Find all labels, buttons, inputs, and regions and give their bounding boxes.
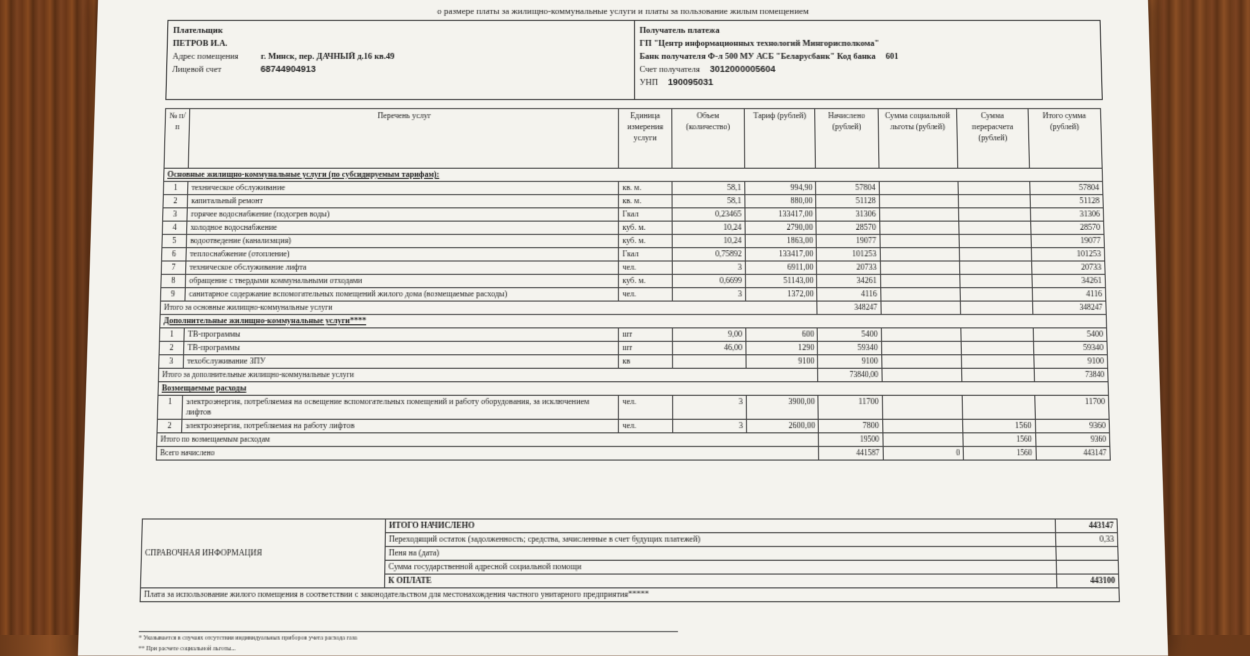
cell-benefit (881, 288, 961, 301)
column-header: Единица измерения услуги (619, 109, 672, 169)
section-basic (164, 168, 1103, 181)
cell-qty: 9,00 (672, 328, 746, 341)
column-header: № п/п (164, 109, 190, 169)
cell-charged: 7800 (819, 419, 883, 433)
total-benefit: 0 (883, 446, 964, 460)
cell-unit: кв (619, 355, 672, 368)
cell-benefit (880, 248, 960, 261)
cell-recalc: 1560 (963, 419, 1035, 433)
cell-qty (672, 355, 746, 368)
reference-item-value (1056, 546, 1118, 560)
payer-block (166, 21, 633, 99)
total-reimbursed-row (157, 433, 1110, 447)
cell-total: 5400 (1033, 328, 1107, 341)
recipient-unp: 190095031 (667, 76, 714, 87)
cell-name: санитарное содержание вспомогательных помещений жилого дома (возмещаемые расходы) (185, 288, 619, 301)
cell-charged: 19077 (817, 234, 880, 247)
cell-charged: 28570 (816, 221, 879, 234)
cell-recalc (961, 341, 1033, 354)
table-row (161, 288, 1106, 301)
cell-benefit (882, 419, 963, 433)
total-total: 73840 (1034, 368, 1108, 382)
cell-recalc (960, 261, 1032, 274)
cell-recalc (962, 395, 1035, 419)
cell-name: холодное водоснабжение (187, 221, 619, 234)
table-row (163, 208, 1104, 221)
cell-name: электроэнергия, потребляемая на освещение вспомогательных помещений и работу оборудования, за исключением лифтов (182, 395, 619, 419)
total-charged: 19500 (819, 433, 883, 447)
recipient-account-label: Счет получателя (639, 63, 700, 74)
cell-qty: 10,24 (672, 234, 745, 247)
cell-recalc (959, 248, 1031, 261)
cell-name: техобслуживание ЗПУ (183, 355, 618, 368)
cell-total: 9100 (1033, 355, 1107, 368)
total-recalc (961, 301, 1033, 314)
column-header: Тариф (рублей) (744, 109, 815, 169)
cell-qty: 58,1 (672, 195, 745, 208)
total-benefit (881, 301, 961, 314)
cell-benefit (879, 195, 959, 208)
cell-unit: чел. (619, 419, 673, 433)
cell-qty: 0,75892 (672, 248, 746, 261)
reference-item-value: 443100 (1057, 574, 1119, 588)
cell-n: 3 (163, 208, 188, 221)
table-row (163, 195, 1103, 208)
reference-row (142, 519, 1117, 533)
total-total: 443147 (1036, 446, 1111, 460)
reference-item-label: Переходящий остаток (задолженность; средства, зачисленные в счет будущих платежей) (385, 533, 1056, 547)
cell-total: 31306 (1030, 208, 1104, 221)
cell-charged: 9100 (818, 355, 882, 368)
cell-n: 2 (159, 341, 184, 354)
column-header: Сумма перерасчета (рублей) (957, 109, 1029, 169)
cell-total: 51128 (1030, 195, 1104, 208)
cell-unit: кв. м. (619, 195, 672, 208)
total-label: Итого по возмещаемым расходам (157, 433, 819, 447)
payer-account-label: Лицевой счет (172, 63, 222, 74)
cell-recalc (960, 288, 1032, 301)
cell-name: техническое обслуживание лифта (186, 261, 619, 274)
recipient-bank-code: 601 (885, 50, 899, 61)
cell-total: 59340 (1033, 341, 1107, 354)
recipient-block (634, 21, 1102, 99)
table-row (159, 355, 1108, 368)
total-label: Всего начислено (156, 446, 819, 460)
recipient-name: ГП "Центр информационных технологий Мингорисполкома" (639, 37, 880, 48)
column-header: Сумма социальной льготы (рублей) (878, 109, 958, 169)
cell-tariff: 133417,00 (745, 208, 816, 221)
cell-recalc (960, 274, 1032, 287)
total-total: 348247 (1032, 301, 1106, 314)
cell-recalc (959, 208, 1031, 221)
table-row (157, 395, 1109, 419)
total-benefit (882, 368, 962, 382)
total-charged: 348247 (817, 301, 881, 314)
cell-recalc (962, 355, 1034, 368)
payer-address: г. Минск, пер. ДАЧНЫЙ д.16 кв.49 (260, 50, 395, 61)
total-basic-row (160, 301, 1106, 314)
footnote-divider (139, 631, 678, 632)
cell-n: 9 (161, 288, 186, 301)
total-benefit (883, 433, 964, 447)
cell-n: 2 (157, 419, 182, 433)
recipient-account: 3012000005604 (709, 63, 776, 74)
cell-tariff: 600 (746, 328, 818, 341)
cell-total: 28570 (1030, 221, 1104, 234)
cell-name: капитальный ремонт (187, 195, 618, 208)
section-reimbursed (158, 382, 1108, 396)
cell-name: ТВ-программы (184, 328, 619, 341)
cell-benefit (880, 221, 960, 234)
cell-unit: чел. (619, 261, 672, 274)
cell-unit: Гкал (619, 248, 672, 261)
cell-charged: 11700 (818, 395, 882, 419)
cell-charged: 4116 (817, 288, 881, 301)
section-title: Возмещаемые расходы (158, 382, 1108, 396)
recipient-bank: Банк получателя Ф-л 500 МУ АСБ "Беларусбанк" Код банка (639, 50, 876, 61)
services-table (156, 108, 1111, 461)
table-row (157, 419, 1109, 433)
cell-name: водоотведение (канализация) (186, 234, 618, 247)
cell-total: 11700 (1034, 395, 1109, 419)
cell-tariff: 994,90 (745, 181, 816, 194)
cell-recalc (958, 181, 1029, 194)
cell-charged: 20733 (817, 261, 880, 274)
bill-paper (78, 0, 1168, 656)
column-header: Перечень услуг (188, 109, 618, 169)
footnote-1: * Указывается в случаях отсутствия индивидуальных приборов учета расхода газа (138, 635, 358, 642)
grand-total-row (156, 446, 1110, 460)
document-title: о размере платы за жилищно-коммунальные услуги и платы за пользование жилым помещением (437, 5, 809, 16)
total-extra-row (158, 368, 1108, 382)
reference-item-label: ИТОГО НАЧИСЛЕНО (385, 519, 1055, 533)
parties-block (165, 20, 1102, 100)
cell-name: ТВ-программы (184, 341, 619, 354)
cell-n: 7 (161, 261, 186, 274)
cell-name: горячее водоснабжение (подогрев воды) (187, 208, 619, 221)
cell-tariff: 9100 (746, 355, 818, 368)
cell-tariff: 1372,00 (746, 288, 818, 301)
reference-item-value: 443147 (1055, 519, 1117, 533)
cell-qty: 3 (672, 288, 746, 301)
reference-item-value (1056, 560, 1118, 574)
cell-name: техническое обслуживание (188, 181, 619, 194)
cell-charged: 57804 (816, 181, 879, 194)
cell-charged: 51128 (816, 195, 879, 208)
cell-unit: чел. (619, 395, 673, 419)
table-row (162, 221, 1104, 234)
cell-recalc (959, 234, 1031, 247)
cell-benefit (880, 234, 960, 247)
table-row (161, 261, 1105, 274)
section-extra (160, 314, 1107, 327)
cell-n: 3 (159, 355, 184, 368)
table-row (162, 234, 1104, 247)
cell-charged: 31306 (816, 208, 879, 221)
cell-benefit (879, 208, 959, 221)
reference-item-label: К ОПЛАТЕ (385, 574, 1057, 588)
cell-unit: куб. м. (619, 274, 672, 287)
payer-name: ПЕТРОВ И.А. (172, 37, 228, 48)
total-recalc: 1560 (963, 446, 1036, 460)
cell-tariff: 1863,00 (745, 234, 816, 247)
cell-name: теплоснабжение (отопление) (186, 248, 619, 261)
cell-total: 101253 (1031, 248, 1105, 261)
cell-tariff: 133417,00 (745, 248, 817, 261)
cell-benefit (881, 341, 961, 354)
cell-benefit (880, 274, 960, 287)
cell-n: 4 (162, 221, 187, 234)
cell-recalc (959, 221, 1031, 234)
cell-benefit (881, 328, 961, 341)
total-recalc (962, 368, 1034, 382)
cell-total: 34261 (1032, 274, 1106, 287)
cell-unit: Гкал (619, 208, 672, 221)
cell-recalc (961, 328, 1033, 341)
cell-qty: 3 (672, 261, 746, 274)
recipient-heading: Получатель платежа (639, 24, 720, 35)
cell-tariff: 880,00 (745, 195, 816, 208)
cell-benefit (882, 355, 962, 368)
cell-tariff: 2600,00 (747, 419, 819, 433)
total-charged: 73840,00 (818, 368, 882, 382)
cell-unit: куб. м. (619, 221, 672, 234)
cell-charged: 34261 (817, 274, 881, 287)
cell-qty: 3 (672, 419, 746, 433)
column-header: Объем (количество) (671, 109, 744, 169)
table-header-row (164, 109, 1102, 169)
cell-qty: 0,23465 (672, 208, 745, 221)
cell-unit: куб. м. (619, 234, 672, 247)
cell-total: 57804 (1029, 181, 1103, 194)
footnote-2: ** При расчете социальной льготы... (138, 646, 236, 653)
cell-unit: шт (619, 341, 672, 354)
total-label: Итого за дополнительные жилищно-коммунальные услуги (158, 368, 818, 382)
cell-qty: 46,00 (672, 341, 746, 354)
cell-benefit (880, 261, 960, 274)
reference-item-label: Пеня на (дата) (385, 546, 1056, 560)
payer-address-label: Адрес помещения (172, 50, 239, 61)
cell-n: 8 (161, 274, 186, 287)
cell-benefit (882, 395, 963, 419)
payer-account: 68744904913 (260, 63, 316, 74)
cell-total: 4116 (1032, 288, 1106, 301)
cell-qty: 10,24 (672, 221, 745, 234)
cell-name: электроэнергия, потребляемая на работу лифтов (182, 419, 619, 433)
cell-charged: 59340 (818, 341, 882, 354)
cell-n: 2 (163, 195, 188, 208)
cell-unit: чел. (619, 288, 672, 301)
cell-charged: 101253 (817, 248, 880, 261)
table-row (159, 328, 1107, 341)
cell-total: 9360 (1035, 419, 1110, 433)
cell-n: 1 (157, 395, 182, 419)
cell-tariff: 6911,00 (745, 261, 817, 274)
cell-benefit (879, 181, 959, 194)
table-row (159, 341, 1107, 354)
cell-tariff: 2790,00 (745, 221, 816, 234)
column-header: Начислено (рублей) (815, 109, 879, 169)
cell-n: 5 (162, 234, 187, 247)
column-header: Итого сумма (рублей) (1028, 109, 1103, 169)
section-title: Дополнительные жилищно-коммунальные услуги**** (160, 314, 1107, 327)
cell-tariff: 51143,00 (745, 274, 817, 287)
cell-n: 1 (159, 328, 184, 341)
reference-label: СПРАВОЧНАЯ ИНФОРМАЦИЯ (140, 519, 385, 588)
reference-item-value: 0,33 (1056, 533, 1118, 547)
table-row (163, 181, 1103, 194)
reference-footer-row (140, 588, 1119, 602)
total-charged: 441587 (819, 446, 883, 460)
total-total: 9360 (1035, 433, 1110, 447)
cell-tariff: 1290 (746, 341, 818, 354)
cell-name: обращение с твердыми коммунальными отходами (185, 274, 618, 287)
reference-item-label: Сумма государственной адресной социальной помощи (385, 560, 1057, 574)
table-row (162, 248, 1105, 261)
cell-total: 19077 (1031, 234, 1105, 247)
cell-n: 6 (162, 248, 187, 261)
cell-charged: 5400 (818, 328, 882, 341)
total-recalc: 1560 (963, 433, 1035, 447)
recipient-unp-label: УНП (639, 76, 658, 87)
table-row (161, 274, 1106, 287)
total-label: Итого за основные жилищно-коммунальные услуги (160, 301, 817, 314)
cell-qty: 3 (672, 395, 746, 419)
cell-total: 20733 (1031, 261, 1105, 274)
payer-heading: Плательщик (173, 24, 224, 35)
cell-qty: 0,6699 (672, 274, 746, 287)
cell-tariff: 3900,00 (746, 395, 818, 419)
reference-footer: Плата за использование жилого помещения в соответствии с законодательством для местонахождения частного унитарного предприятия***** (140, 588, 1119, 602)
section-title: Основные жилищно-коммунальные услуги (по субсидируемым тарифам): (164, 168, 1103, 181)
cell-recalc (958, 195, 1029, 208)
cell-unit: шт (619, 328, 672, 341)
cell-qty: 58,1 (672, 181, 745, 194)
reference-table (140, 518, 1120, 602)
cell-n: 1 (163, 181, 188, 194)
cell-unit: кв. м. (619, 181, 672, 194)
